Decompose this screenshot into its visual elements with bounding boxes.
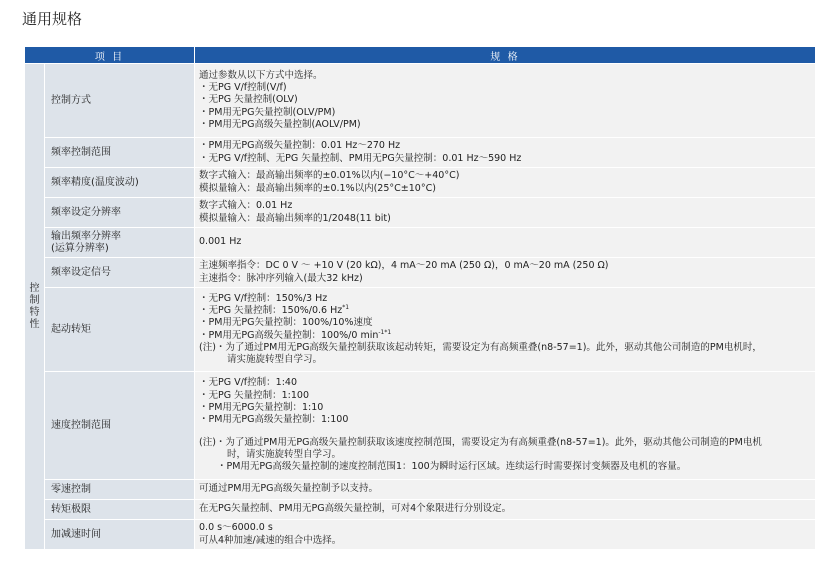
category-cell	[25, 64, 45, 550]
page-title: 通用规格	[22, 10, 83, 28]
table-row	[25, 288, 816, 372]
row-label: 控制方式	[45, 64, 195, 138]
category-label: 控制特性	[29, 282, 40, 330]
row-label: 转矩极限	[45, 500, 195, 520]
row-value: 数字式输入：0.01 Hz 模拟量输入：最高输出频率的1/2048(11 bit)	[195, 198, 816, 228]
table-row	[25, 372, 816, 480]
table-row	[25, 500, 816, 520]
row-label: 频率设定分辨率	[45, 198, 195, 228]
row-label: 起动转矩	[45, 288, 195, 372]
header-item: 项 目	[25, 47, 195, 64]
row-value: ・无PG V/f控制：1:40 ・无PG 矢量控制：1:100 ・PM用无PG矢量控制：1:10 ・PM用无PG高级矢量控制：1:100 (注)・为了通过PM用无PG高级矢量控制获取该速度控制范围，需要设定为有高频重叠(n8-57=1)。此外，驱动其他公司制造的PM电机 时，请实施旋转型自学习。 ・PM用无PG高级矢量控制的速度控制范围1：100为瞬时运行区域。连续运行时需要探讨变频器及电机的容量。	[195, 372, 816, 480]
row-value: 数字式输入：最高输出频率的±0.01%以内(−10°C～+40°C) 模拟量输入：最高输出频率的±0.1%以内(25°C±10°C)	[195, 168, 816, 198]
spec-table	[24, 46, 816, 550]
table-row	[25, 198, 816, 228]
row-label: 速度控制范围	[45, 372, 195, 480]
header-spec: 规 格	[195, 47, 816, 64]
row-value: ・无PG V/f控制：150%/3 Hz ・无PG 矢量控制：150%/0.6 Hz$^{*1}$ ・PM用无PG矢量控制：100%/10%速度 ・PM用无PG高级矢量控制：100%/0 $\min^{-1*1}$ (注)・为了通过PM用无PG高级矢量控制获取该起动转矩，需要设定为有高频重叠(n8-57=1)。此外，驱动其他公司制造的PM电机时， 请实施旋转型自学习。	[195, 288, 816, 372]
row-value: ・PM用无PG高级矢量控制：0.01 Hz～270 Hz ・无PG V/f控制、无PG 矢量控制、PM用无PG矢量控制：0.01 Hz～590 Hz	[195, 138, 816, 168]
row-label: 加减速时间	[45, 520, 195, 550]
row-value: 主速频率指令：DC 0 V ～ +10 V (20 kΩ)，4 mA～20 mA (250 Ω)，0 mA～20 mA (250 Ω) 主速指令：脉冲序列输入(最大32 kHz)	[195, 258, 816, 288]
table-row	[25, 480, 816, 500]
row-label: 输出频率分辨率 (运算分辨率)	[45, 228, 195, 258]
table-row	[25, 228, 816, 258]
table-row	[25, 138, 816, 168]
table-row	[25, 64, 816, 138]
row-label: 频率设定信号	[45, 258, 195, 288]
row-value: 通过参数从以下方式中选择。 ・无PG V/f控制(V/f) ・无PG 矢量控制(OLV) ・PM用无PG矢量控制(OLV/PM) ・PM用无PG高级矢量控制(AOLV/PM)	[195, 64, 816, 138]
row-label: 频率精度(温度波动)	[45, 168, 195, 198]
table-row	[25, 168, 816, 198]
table-row	[25, 520, 816, 550]
row-label: 零速控制	[45, 480, 195, 500]
row-value: 0.0 s～6000.0 s 可从4种加速/减速的组合中选择。	[195, 520, 816, 550]
row-value: 0.001 Hz	[195, 228, 816, 258]
row-value: 可通过PM用无PG高级矢量控制予以支持。	[195, 480, 816, 500]
table-header	[25, 47, 816, 64]
row-label: 频率控制范围	[45, 138, 195, 168]
row-value: 在无PG矢量控制、PM用无PG高级矢量控制，可对4个象限进行分别设定。	[195, 500, 816, 520]
table-row	[25, 258, 816, 288]
